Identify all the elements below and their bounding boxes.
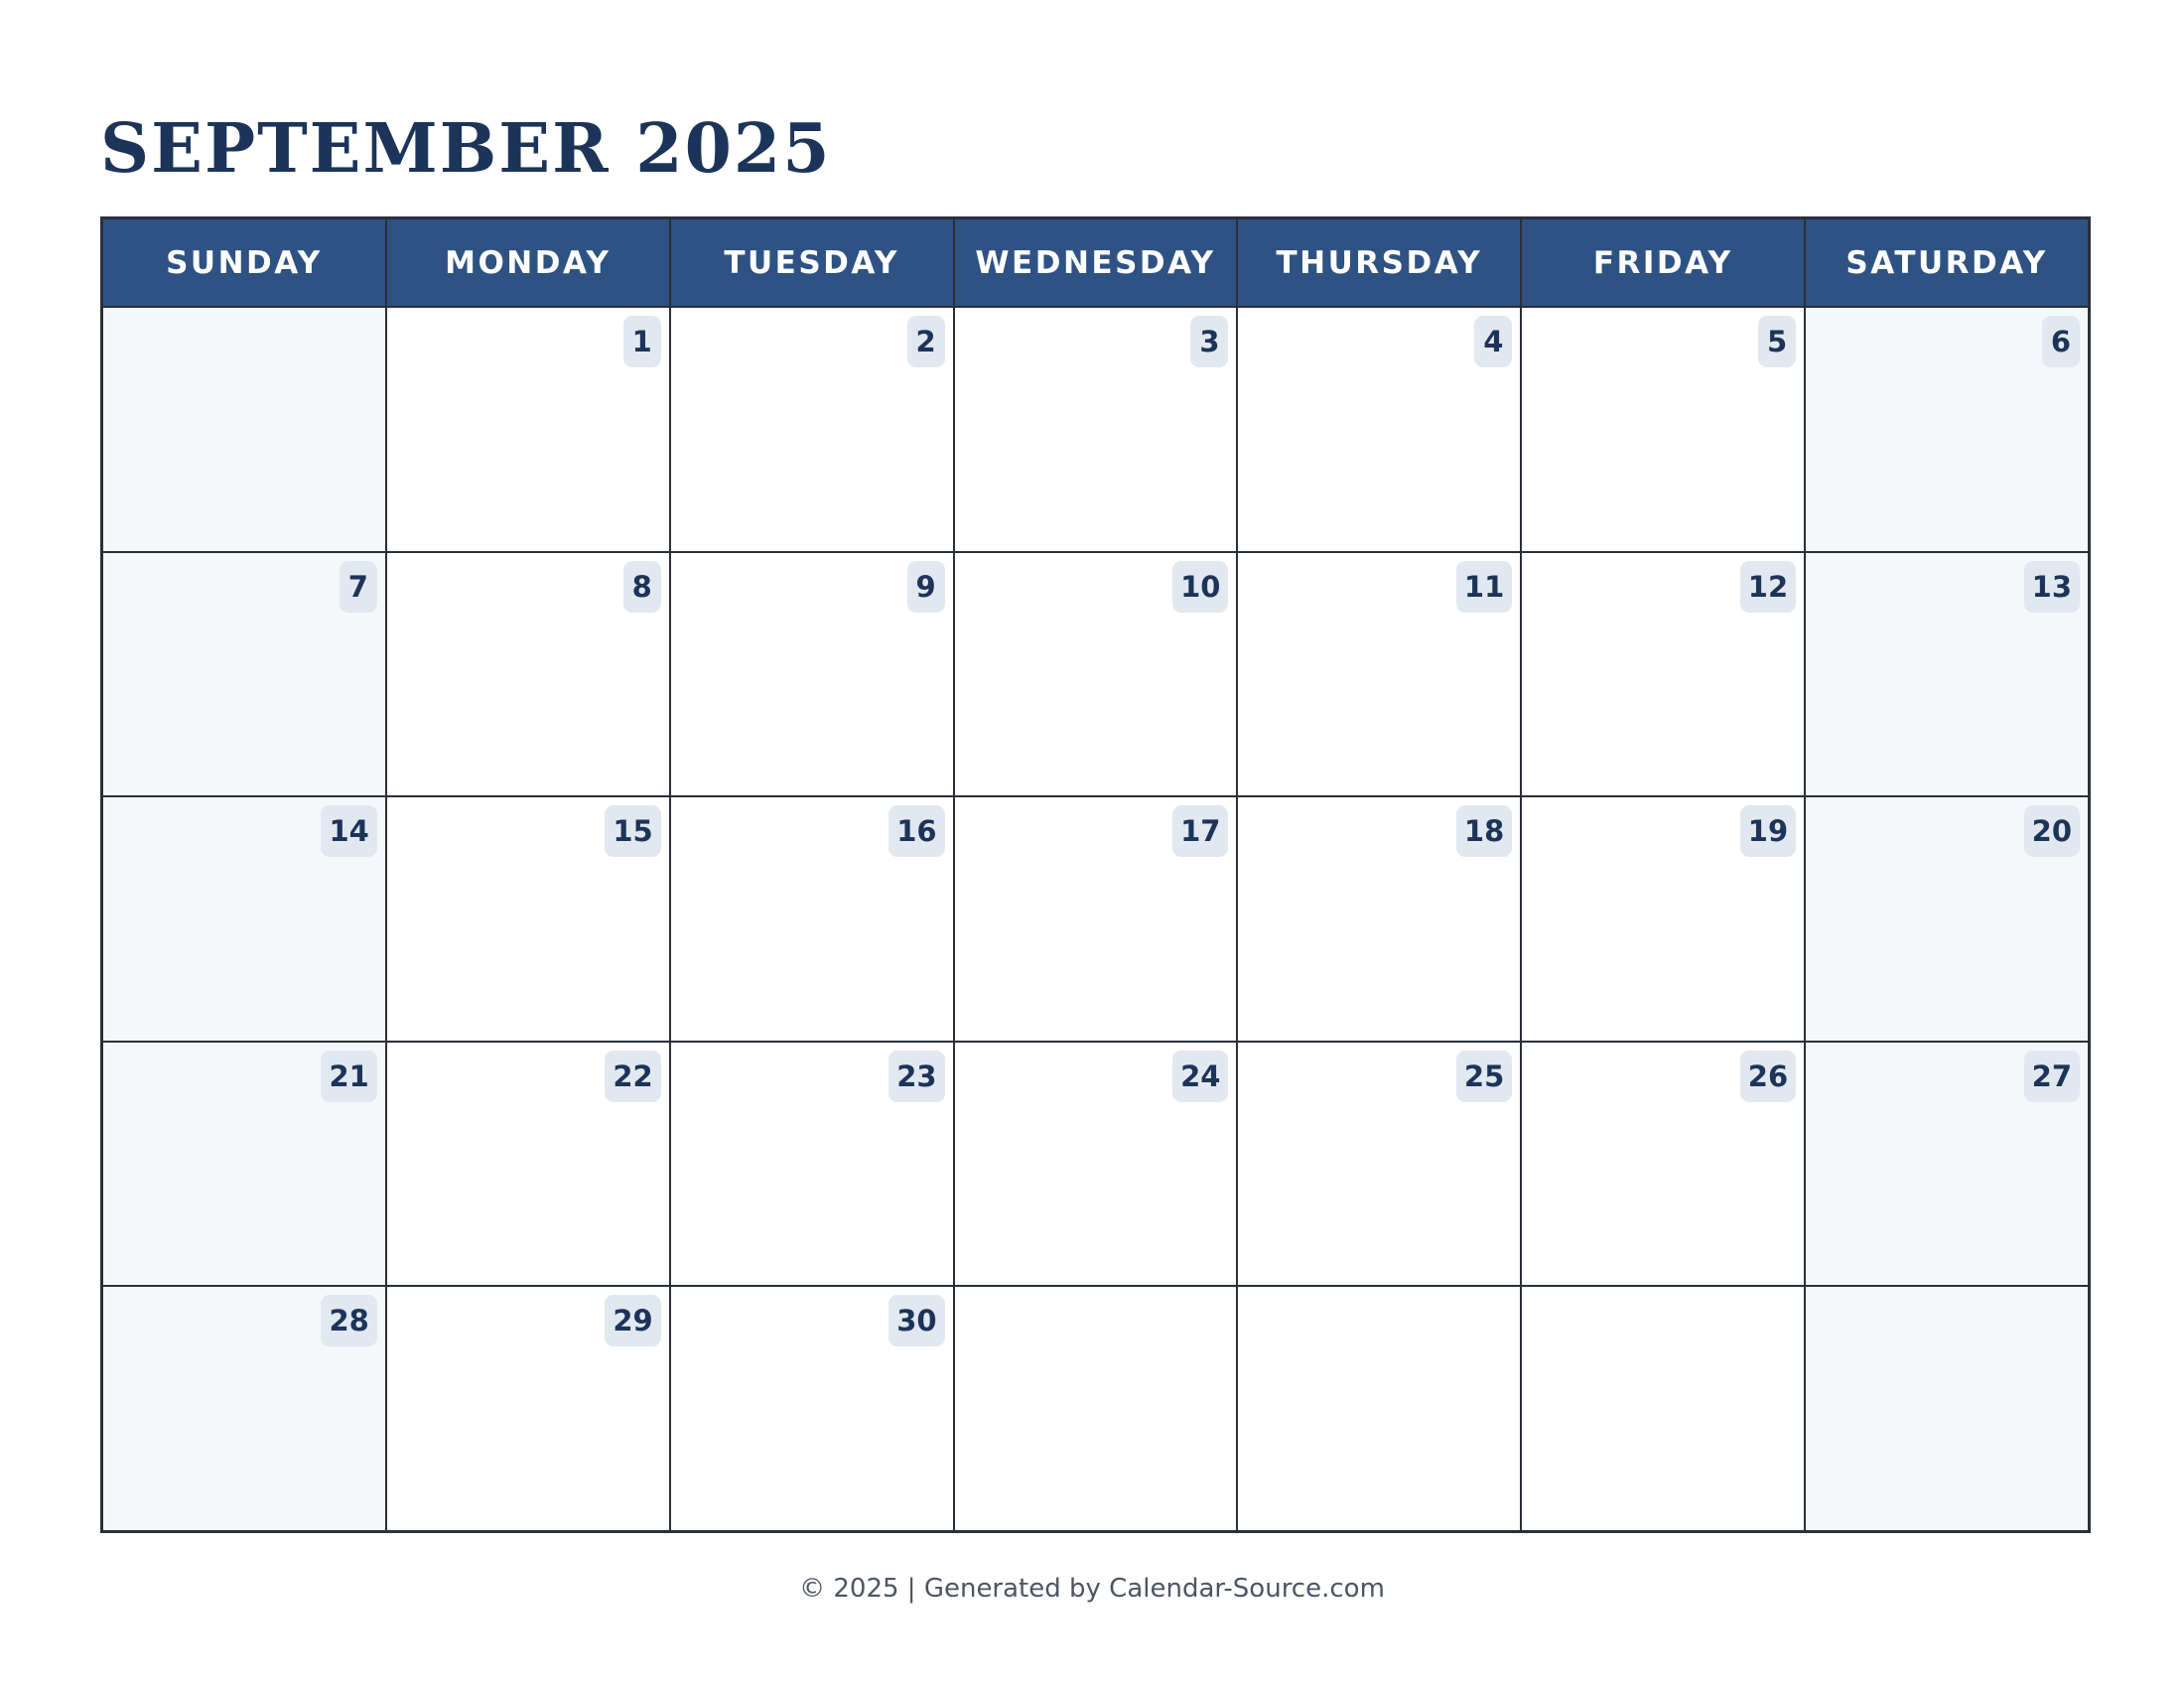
day-cell xyxy=(387,553,669,796)
day-cell xyxy=(103,797,385,1041)
weekday-header-thursday: THURSDAY xyxy=(1238,219,1520,306)
day-number: 1 xyxy=(623,316,661,367)
day-number: 15 xyxy=(605,805,660,857)
day-number: 6 xyxy=(2042,316,2080,367)
day-cell xyxy=(103,1043,385,1286)
day-cell xyxy=(1806,1043,2088,1286)
day-cell xyxy=(1806,308,2088,551)
day-number: 11 xyxy=(1456,561,1512,613)
day-number: 20 xyxy=(2024,805,2080,857)
day-cell xyxy=(671,797,953,1041)
day-cell xyxy=(1522,308,1804,551)
day-cell xyxy=(671,1287,953,1530)
day-number: 22 xyxy=(605,1051,660,1102)
day-number: 13 xyxy=(2024,561,2080,613)
weekday-header-wednesday: WEDNESDAY xyxy=(955,219,1237,306)
day-cell xyxy=(1806,797,2088,1041)
day-cell xyxy=(1238,1043,1520,1286)
day-number: 26 xyxy=(1740,1051,1796,1102)
day-number: 21 xyxy=(321,1051,376,1102)
day-number: 8 xyxy=(623,561,661,613)
day-cell xyxy=(103,1287,385,1530)
calendar-grid xyxy=(100,216,2091,1533)
day-number: 24 xyxy=(1172,1051,1228,1102)
empty-day-cell xyxy=(1238,1287,1520,1530)
day-cell xyxy=(955,553,1237,796)
day-number: 17 xyxy=(1172,805,1228,857)
empty-day-cell xyxy=(1522,1287,1804,1530)
weekday-header-saturday: SATURDAY xyxy=(1806,219,2088,306)
day-number: 4 xyxy=(1474,316,1512,367)
day-number: 5 xyxy=(1758,316,1796,367)
weekday-header-sunday: SUNDAY xyxy=(103,219,385,306)
empty-day-cell xyxy=(955,1287,1237,1530)
day-cell xyxy=(387,1043,669,1286)
day-cell xyxy=(955,1043,1237,1286)
day-number: 19 xyxy=(1740,805,1796,857)
day-cell xyxy=(1806,553,2088,796)
day-number: 18 xyxy=(1456,805,1512,857)
page-title: SEPTEMBER 2025 xyxy=(100,109,832,189)
day-number: 30 xyxy=(888,1295,944,1346)
day-number: 2 xyxy=(907,316,945,367)
day-cell xyxy=(671,553,953,796)
weekday-header-friday: FRIDAY xyxy=(1522,219,1804,306)
day-cell xyxy=(955,797,1237,1041)
day-cell xyxy=(955,308,1237,551)
empty-day-cell xyxy=(1806,1287,2088,1530)
empty-day-cell xyxy=(103,308,385,551)
day-number: 23 xyxy=(888,1051,944,1102)
day-cell xyxy=(103,553,385,796)
day-cell xyxy=(387,1287,669,1530)
day-number: 9 xyxy=(907,561,945,613)
day-number: 14 xyxy=(321,805,376,857)
day-cell xyxy=(1522,553,1804,796)
day-cell xyxy=(1522,1043,1804,1286)
day-cell xyxy=(1522,797,1804,1041)
footer-credit: © 2025 | Generated by Calendar-Source.com xyxy=(799,1574,1385,1604)
day-number: 29 xyxy=(605,1295,660,1346)
day-cell xyxy=(671,1043,953,1286)
day-cell xyxy=(1238,797,1520,1041)
day-cell xyxy=(1238,308,1520,551)
day-number: 3 xyxy=(1190,316,1228,367)
weekday-header-tuesday: TUESDAY xyxy=(671,219,953,306)
day-number: 27 xyxy=(2024,1051,2080,1102)
day-cell xyxy=(671,308,953,551)
day-cell xyxy=(387,308,669,551)
day-number: 7 xyxy=(340,561,377,613)
day-number: 12 xyxy=(1740,561,1796,613)
day-cell xyxy=(1238,553,1520,796)
day-number: 16 xyxy=(888,805,944,857)
day-number: 25 xyxy=(1456,1051,1512,1102)
weekday-header-monday: MONDAY xyxy=(387,219,669,306)
day-number: 28 xyxy=(321,1295,376,1346)
day-cell xyxy=(387,797,669,1041)
day-number: 10 xyxy=(1172,561,1228,613)
